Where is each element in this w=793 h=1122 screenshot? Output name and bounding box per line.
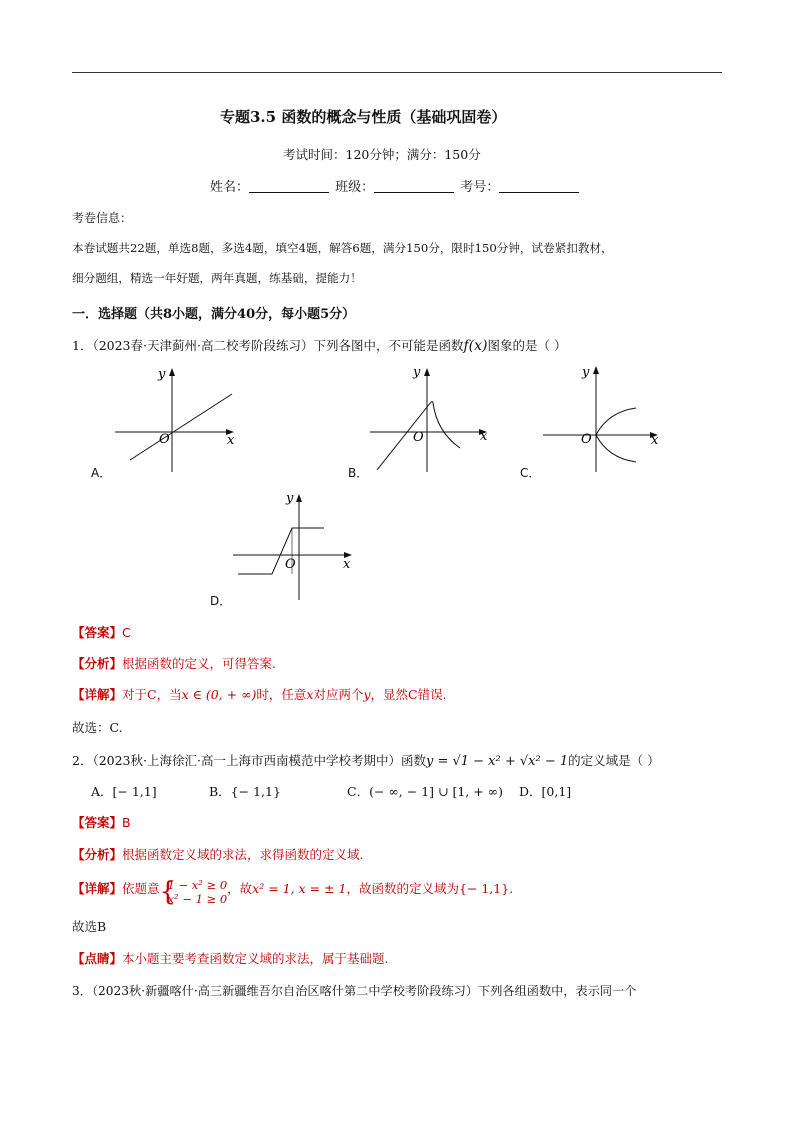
q2-answer-tag: 【答案】 (72, 815, 123, 830)
question-2-stem (72, 751, 660, 769)
choice-a-label[interactable]: A． (91, 466, 112, 480)
graph-d (228, 488, 368, 603)
top-rule (72, 72, 722, 73)
question-1-func: f(x) (463, 338, 488, 354)
graph-d-x-label: x (343, 557, 351, 572)
q1-detail (72, 685, 447, 703)
q1-detail-pre: 对于C，当 (122, 687, 182, 702)
q2-choice-a[interactable]: A．[− 1,1] (91, 784, 157, 799)
q1-detail-tag: 【详解】 (72, 687, 123, 702)
q2-detail-eq: x² = 1, x = ± 1 (252, 881, 347, 896)
q1-answer-tag: 【答案】 (72, 625, 123, 640)
q2-remark-text: 本小题主要考查函数定义域的求法，属于基础题. (122, 951, 389, 966)
q2-choice-c[interactable]: C．(− ∞, − 1] ∪ [1, + ∞) (347, 784, 503, 799)
q2-choice-b[interactable]: B．{− 1,1} (209, 784, 281, 799)
q2-choice-d[interactable]: D．[0,1] (519, 784, 572, 799)
question-2-prefix: 2．（2023秋·上海徐汇·高一上海市西南模范中学校考期中）函数 (72, 753, 426, 768)
choice-d-label[interactable]: D． (210, 594, 232, 608)
id-label: 考号： (460, 180, 500, 195)
graph-d-origin-label: O (285, 557, 296, 572)
question-1-suffix: 图象的是（ ） (487, 338, 567, 353)
q2-detail-mid2: ，故函数的定义域为 (346, 881, 459, 896)
q2-detail (72, 878, 513, 906)
question-1-stem (72, 336, 566, 354)
q2-remark-tag: 【点睛】 (72, 951, 123, 966)
q1-detail-y: y (363, 687, 371, 702)
graph-a-line (130, 394, 232, 460)
class-label: 班级： (335, 180, 375, 195)
page-title: 专题3.5 函数的概念与性质（基础巩固卷） (220, 108, 507, 126)
graph-c-y-arrow (593, 366, 599, 374)
exam-info: 考试时间：120分钟；满分：150分 (283, 147, 481, 162)
graph-b-y-label: y (413, 365, 421, 380)
q1-detail-mid: 时，任意 (256, 687, 307, 702)
q1-conclusion: 故选：C. (72, 720, 123, 735)
graph-a-y-arrow (169, 368, 175, 376)
question-2-suffix: 的定义域是（ ） (568, 753, 660, 768)
q2-detail-set: {− 1,1} (458, 881, 510, 896)
q1-analysis-text: 根据函数的定义，可得答案. (122, 656, 276, 671)
choice-b-label[interactable]: B． (348, 466, 369, 480)
q2-detail-pre: 依题意 (122, 881, 160, 896)
graph-a-x-label: x (227, 433, 235, 448)
class-field[interactable] (374, 180, 454, 193)
q1-answer-value: C (122, 625, 131, 640)
graph-d-y-arrow (296, 494, 302, 502)
q2-detail-mid: ，故 (227, 881, 253, 896)
graph-b-falling-curve (431, 402, 460, 448)
q1-detail-interval: x ∈ (0, + ∞) (181, 687, 257, 702)
graph-b (365, 360, 505, 475)
q1-analysis-tag: 【分析】 (72, 656, 123, 671)
q2-system-brace: { (159, 877, 177, 907)
graph-a (110, 360, 250, 475)
name-field[interactable] (249, 180, 329, 193)
q2-conclusion: 故选B (72, 919, 107, 934)
graph-b-origin-label: O (413, 430, 424, 445)
section-heading: 一．选择题（共8小题，满分40分，每小题5分） (72, 307, 356, 322)
q2-analysis-tag: 【分析】 (72, 847, 123, 862)
q2-system-line2: x² − 1 ≥ 0 (167, 892, 228, 906)
graph-b-x-label: x (480, 429, 488, 444)
id-field[interactable] (499, 180, 579, 193)
q2-remark (72, 949, 389, 967)
q2-system (160, 878, 228, 906)
graph-d-curve (238, 528, 324, 574)
q1-detail-mid2: 对应两个 (313, 687, 364, 702)
q1-detail-post: ，显然C错误. (370, 687, 447, 702)
question-3-stem: 3．（2023秋·新疆喀什·高三新疆维吾尔自治区喀什第二中学校考阶段练习）下列各组函数中，表示同一个 (72, 984, 637, 998)
q2-answer (72, 813, 131, 831)
name-label: 姓名： (210, 180, 250, 195)
info-line1: 本卷试题共22题，单选8题，多选4题，填空4题，解答6题，满分150分，限时150分钟，试卷紧扣教材， (72, 241, 613, 255)
q2-analysis (72, 845, 364, 863)
student-fields (210, 176, 581, 195)
graph-c-y-label: y (582, 365, 590, 380)
q1-answer (72, 623, 131, 641)
q2-answer-value: B (122, 815, 131, 830)
q2-detail-tag: 【详解】 (72, 881, 123, 896)
graph-a-y-label: y (158, 367, 166, 382)
q2-analysis-text: 根据函数定义域的求法，求得函数的定义域. (122, 847, 364, 862)
graph-c-x-label: x (651, 433, 659, 448)
info-label: 考卷信息： (72, 211, 133, 225)
graph-d-y-label: y (286, 491, 294, 506)
info-line2: 细分题组，精选一年好题，两年真题，练基础，提能力！ (72, 271, 362, 285)
graph-b-y-arrow (424, 368, 430, 376)
question-2-func: y = √1 − x² + √x² − 1 (425, 754, 569, 769)
graph-c-origin-label: O (581, 432, 592, 447)
q1-detail-x: x (306, 687, 314, 702)
choice-c-label[interactable]: C． (520, 466, 541, 480)
question-1-prefix: 1．（2023春·天津蓟州·高二校考阶段练习）下列各图中，不可能是函数 (72, 338, 464, 353)
graph-a-origin-label: O (159, 432, 170, 447)
graph-c (538, 360, 678, 475)
q1-analysis (72, 654, 276, 672)
q2-detail-post: . (509, 881, 514, 896)
q2-system-line1: 1 − x² ≥ 0 (167, 878, 228, 892)
q2-choices (91, 782, 571, 800)
